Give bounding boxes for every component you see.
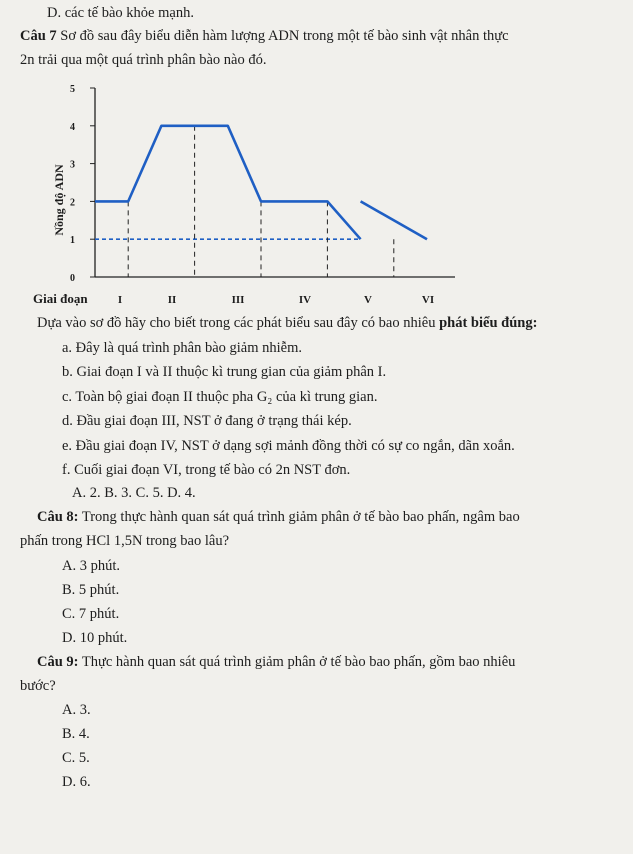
dna-content-tail	[361, 201, 427, 239]
x-axis-label: Giai đoạn	[33, 291, 88, 306]
dna-content-chart	[0, 80, 633, 310]
q7-label: Câu 7	[20, 28, 57, 44]
stage-labels	[118, 294, 434, 306]
q9-option-d: D. 6.	[62, 774, 91, 790]
q7-statement-e: e. Đầu giai đoạn IV, NST ở dạng sợi mảnh đồng thời có sự co ngắn, dãn xoắn.	[62, 438, 515, 454]
q9-option-c: C. 5.	[62, 750, 90, 766]
q9-text-line1	[37, 653, 515, 671]
chart-axes	[95, 88, 455, 277]
stage-label-1: I	[117, 294, 123, 306]
q8-label: Câu 8:	[37, 509, 79, 525]
q7-options: A. 2. B. 3. C. 5. D. 4.	[72, 485, 196, 501]
q7-statement-c: c. Toàn bộ giai đoạn II thuộc pha G₂ của kì trung gian.	[62, 389, 378, 405]
q8-text-line2: phấn trong HCl 1,5N trong bao lâu?	[20, 533, 230, 549]
q7-instruction-bold: phát biểu đúng:	[439, 315, 538, 331]
q7-text: Sơ đồ sau đây biểu diễn hàm lượng ADN trong một tế bào sinh vật nhân thực	[60, 28, 509, 44]
q9-text: Thực hành quan sát quá trình giảm phân ở tế bào bao phấn, gồm bao nhiêu	[81, 654, 516, 670]
q7-instruction	[37, 314, 537, 332]
q8-text: Trong thực hành quan sát quá trình giảm phân ở tế bào bao phấn, ngâm bao	[81, 509, 520, 525]
stage-label-2: II	[167, 294, 177, 306]
y-tick-labels	[70, 84, 95, 284]
q7-text-line1	[20, 27, 509, 45]
stage-label-4: IV	[298, 294, 312, 306]
stage-label-6: VI	[421, 294, 435, 306]
q8-option-d: D. 10 phút.	[62, 630, 128, 646]
y-tick-label-3: 3	[70, 159, 75, 171]
stage-label-5: V	[364, 294, 372, 306]
q7-statement-a: a. Đây là quá trình phân bào giảm nhiễm.	[62, 340, 302, 356]
y-tick-label-2: 2	[70, 197, 75, 209]
q7-text-line2: 2n trải qua một quá trình phân bào nào đó.	[20, 52, 267, 68]
q8-option-b: B. 5 phút.	[62, 582, 120, 598]
q8-option-a: A. 3 phút.	[62, 558, 120, 574]
stage-label-3: III	[231, 294, 245, 306]
q7-statement-f: f. Cuối giai đoạn VI, trong tế bào có 2n NST đơn.	[62, 462, 351, 478]
q8-option-c: C. 7 phút.	[62, 606, 120, 622]
q9-option-a: A. 3.	[62, 702, 91, 718]
q7-statement-b: b. Giai đoạn I và II thuộc kì trung gian của giảm phân I.	[62, 364, 387, 380]
y-axis-label: Nồng độ ADN	[52, 164, 66, 236]
q7-statement-d: d. Đầu giai đoạn III, NST ở đang ở trạng thái kép.	[62, 413, 352, 429]
q8-text-line1	[37, 508, 520, 526]
y-tick-label-4: 4	[70, 121, 75, 133]
previous-option-d: D. các tế bào khỏe mạnh.	[47, 5, 194, 21]
y-tick-label-1: 1	[70, 235, 75, 247]
y-tick-label-5: 5	[70, 84, 75, 95]
q9-text-line2: bước?	[20, 678, 56, 694]
q9-label: Câu 9:	[37, 654, 79, 670]
q7-instruction-text: Dựa vào sơ đồ hãy cho biết trong các phát biểu sau đây có bao nhiêu	[37, 315, 440, 331]
y-tick-label-0: 0	[70, 273, 75, 284]
dna-content-line	[95, 126, 361, 239]
q9-option-b: B. 4.	[62, 726, 90, 742]
